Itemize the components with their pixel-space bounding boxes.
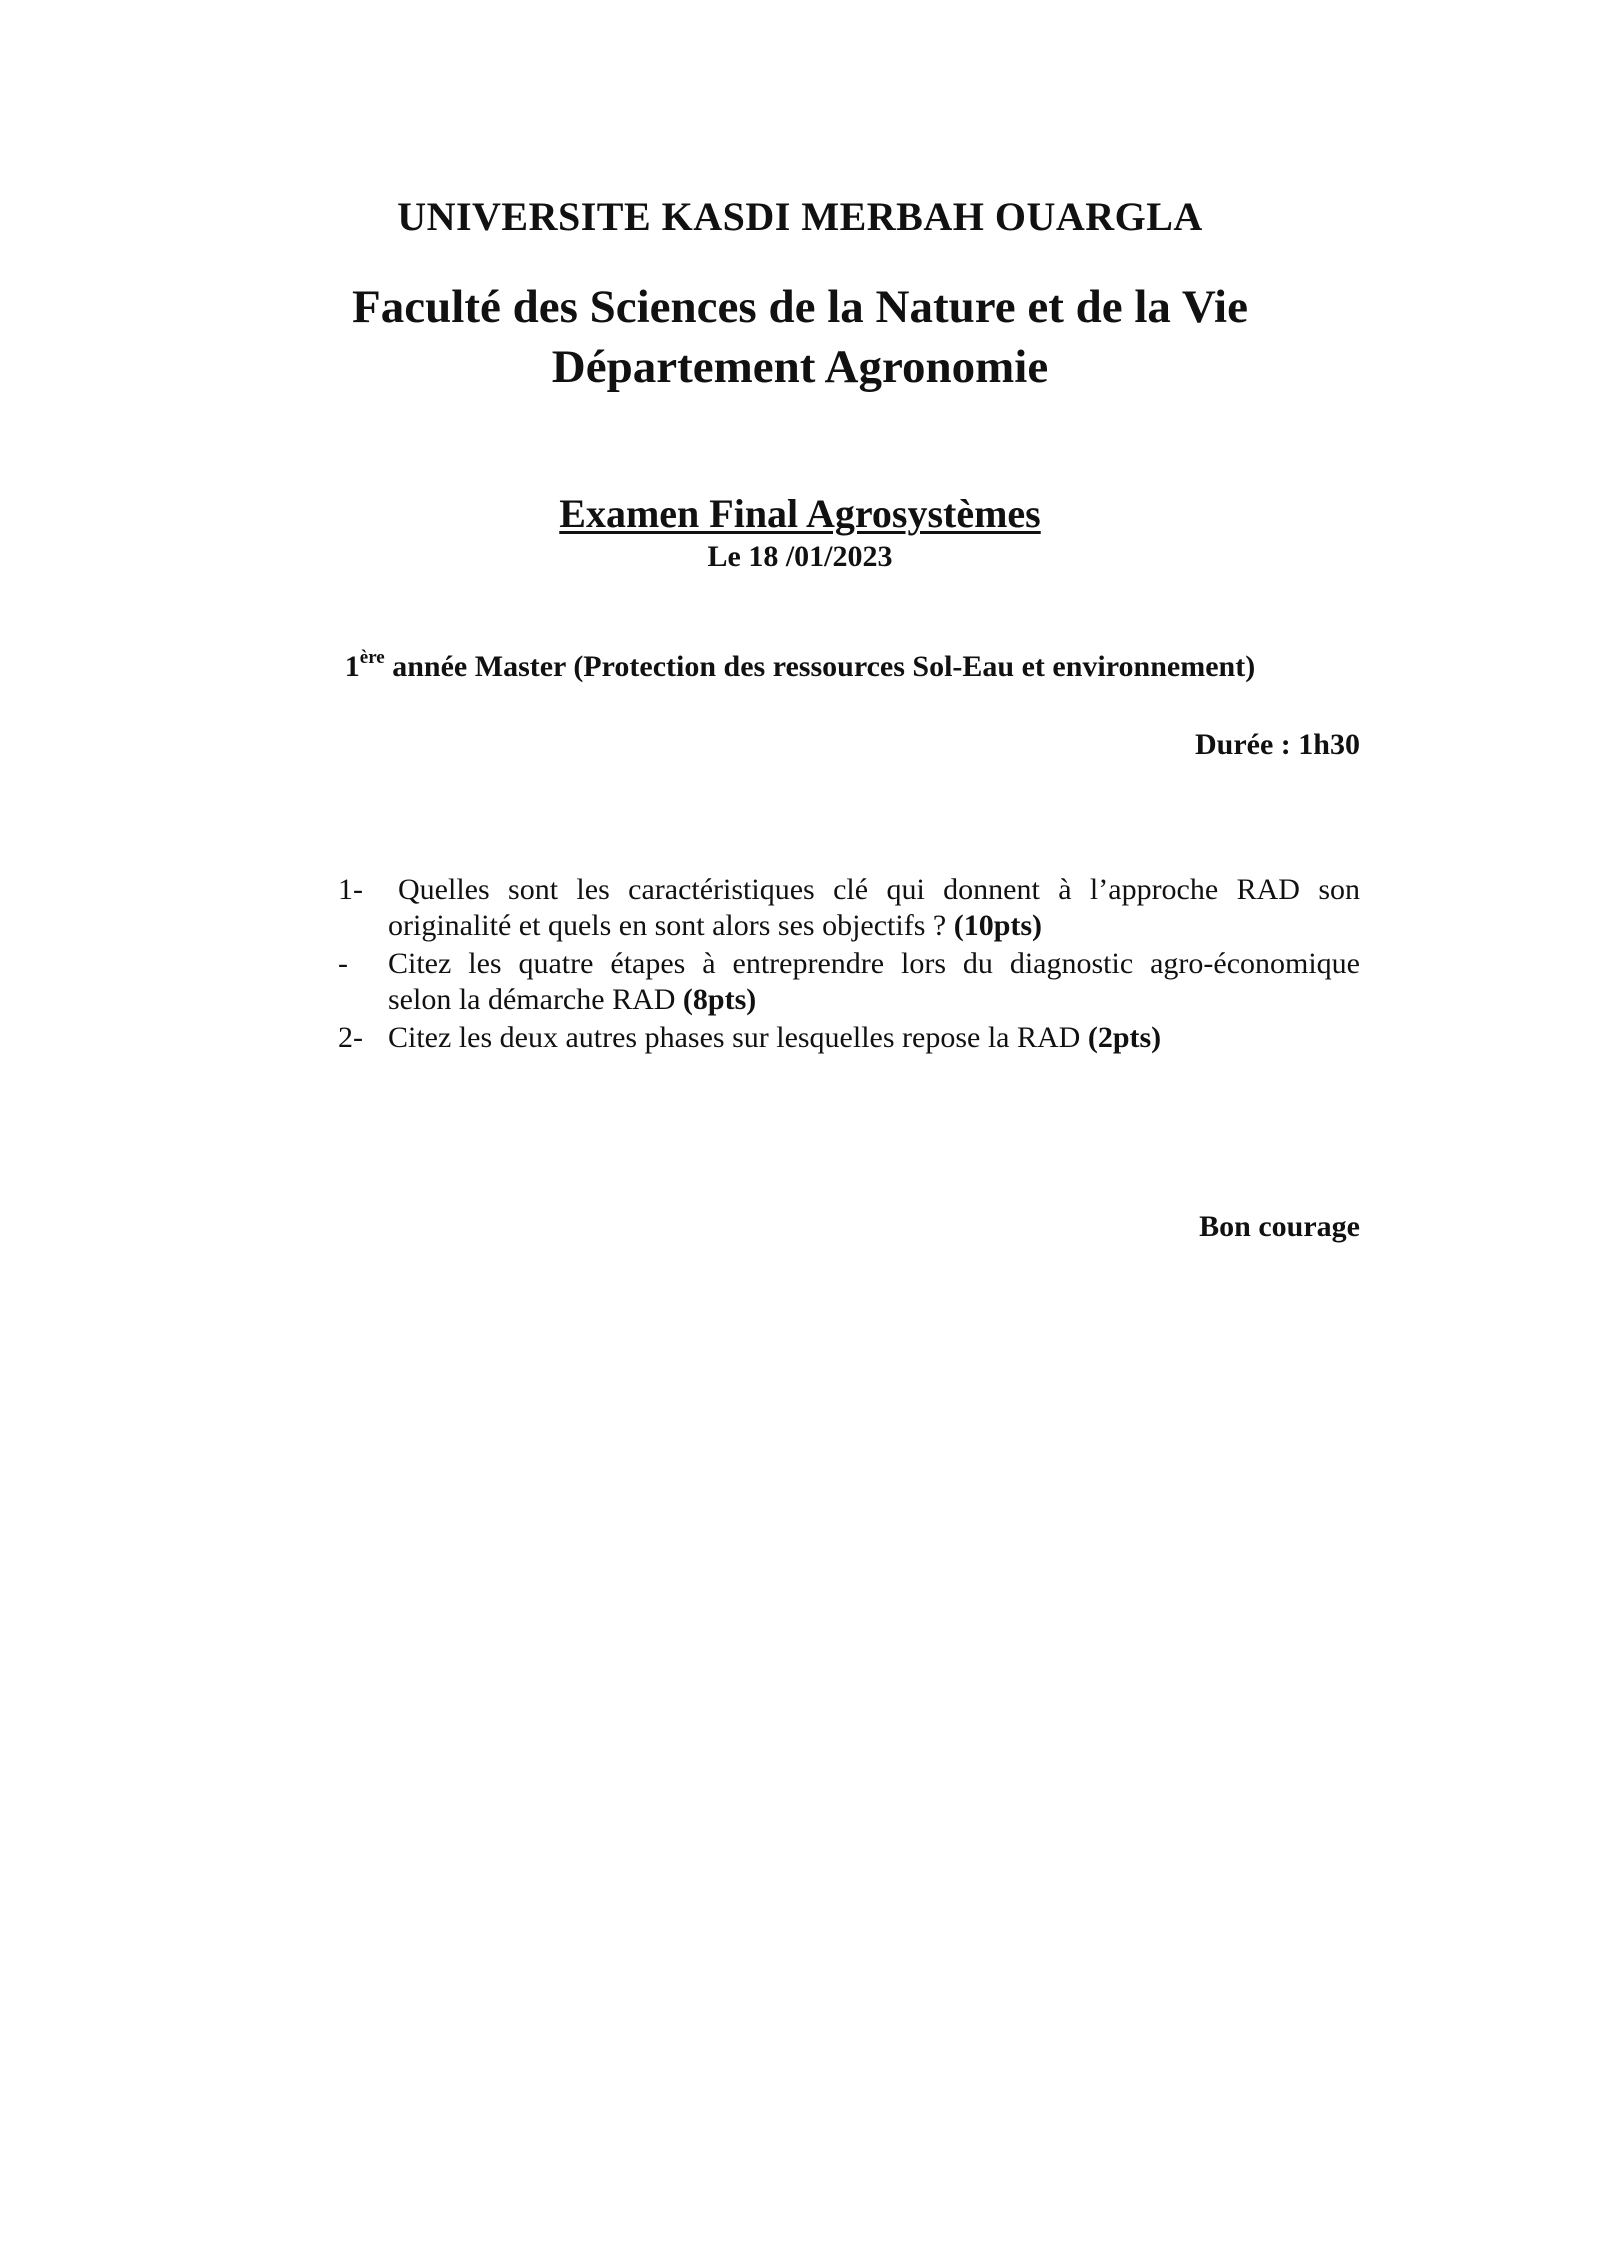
question-item <box>338 1020 1360 1056</box>
question-line: Citez les quatre étapes à entreprendre lors du diagnostic agro-économique <box>388 947 1360 980</box>
question-marker: 2- <box>338 1021 363 1054</box>
question-line-text: originalité et quels en sont alors ses objectifs ? <box>388 909 954 942</box>
question-points: (2pts) <box>1087 1021 1162 1054</box>
question-line-text: Citez les deux autres phases sur lesquelles repose la RAD <box>388 1021 1088 1054</box>
question-line: Quelles sont les caractéristiques clé qui donnent à l’approche RAD son <box>398 873 1360 906</box>
question-marker: - <box>338 947 348 980</box>
department-name: Département Agronomie <box>551 341 1049 393</box>
exam-date: Le 18 /01/2023 <box>707 540 893 573</box>
question-line <box>388 982 1360 1018</box>
level-superscript: ère <box>359 647 385 668</box>
question-text <box>388 946 1360 1018</box>
level-number: 1 <box>344 650 360 683</box>
question-line <box>388 1020 1360 1056</box>
question-text <box>388 872 1360 944</box>
level-text: année Master (Protection des ressources Sol-Eau et environnement) <box>384 650 1256 683</box>
closing-remark: Bon courage <box>1199 1210 1360 1243</box>
question-line-text: selon la démarche RAD <box>388 983 683 1016</box>
question-points: (10pts) <box>953 909 1043 942</box>
question-text <box>388 1020 1360 1056</box>
question-points: (8pts) <box>682 983 757 1016</box>
question-item <box>338 946 1360 1018</box>
study-level <box>0 647 1600 684</box>
question-marker: 1- <box>338 873 363 906</box>
exam-duration: Durée : 1h30 <box>1195 728 1360 761</box>
question-list <box>338 872 1360 1058</box>
exam-title <box>0 490 1600 537</box>
question-line <box>388 908 1360 944</box>
question-item <box>338 872 1360 944</box>
university-name: UNIVERSITE KASDI MERBAH OUARGLA <box>397 194 1203 239</box>
faculty-name: Faculté des Sciences de la Nature et de la Vie <box>352 281 1248 333</box>
exam-title-text: Examen Final Agrosystèmes <box>559 491 1041 536</box>
